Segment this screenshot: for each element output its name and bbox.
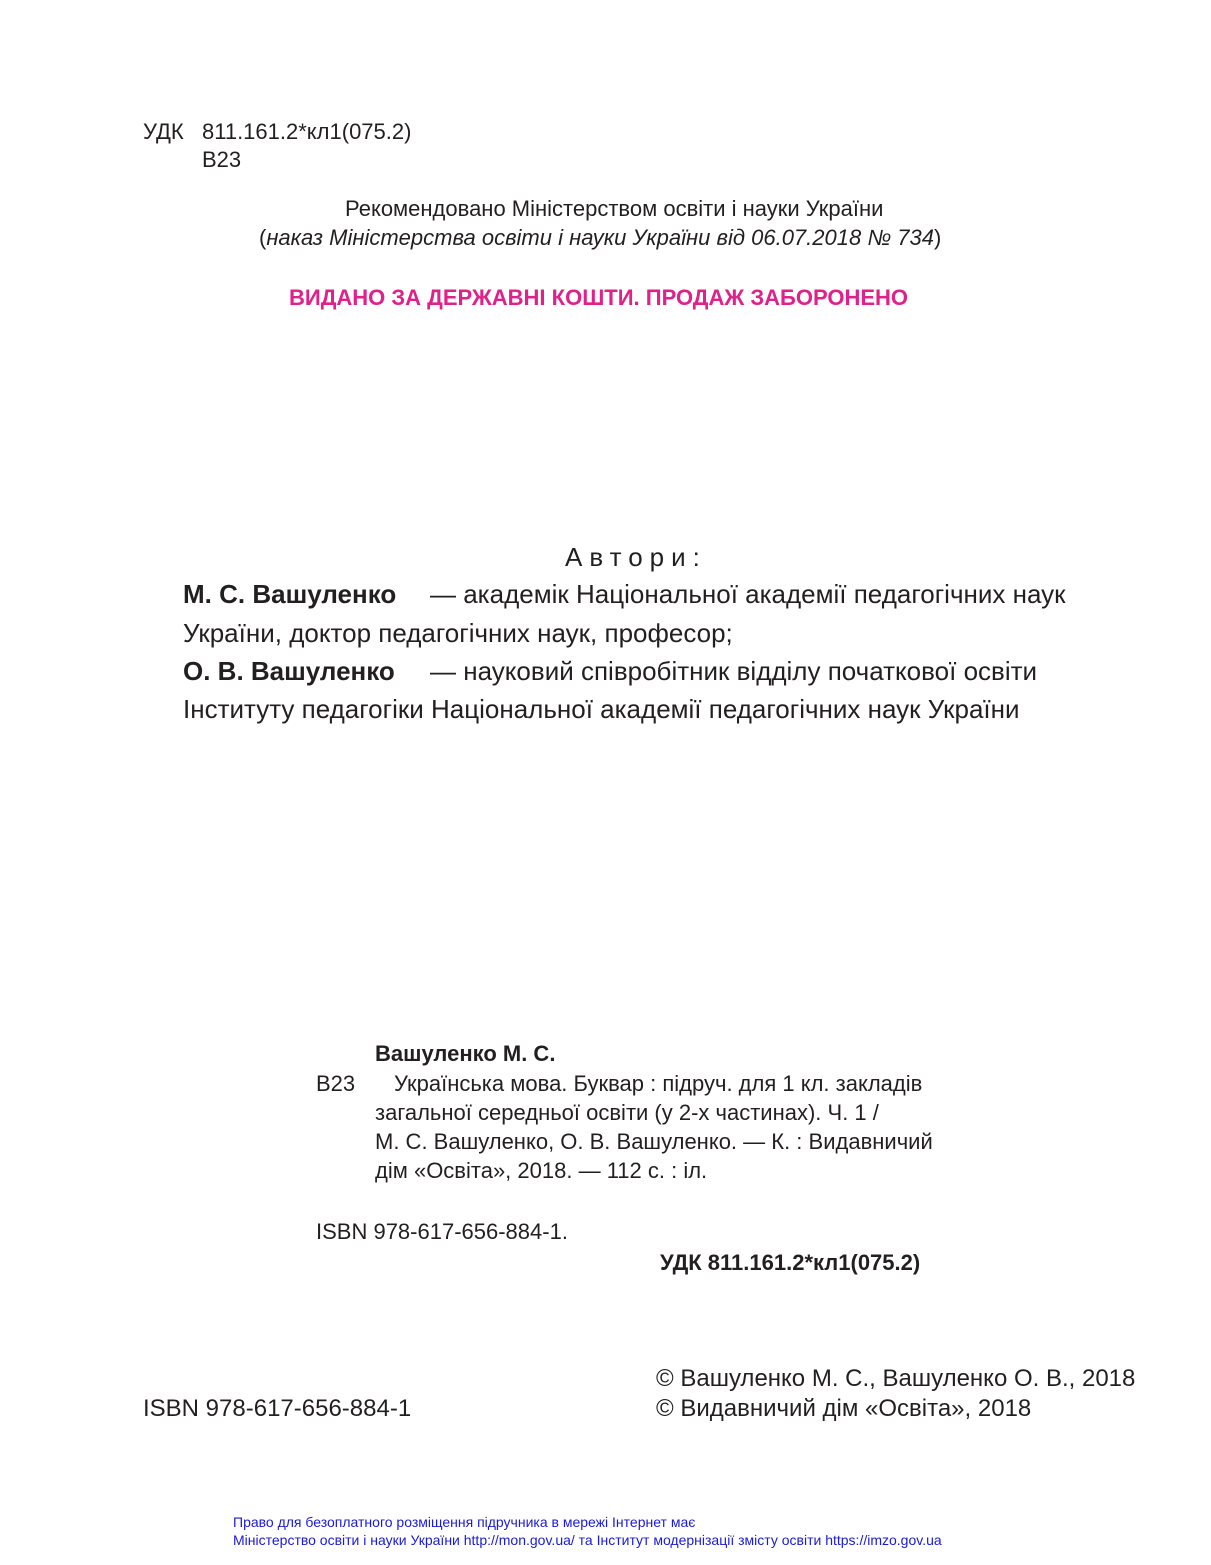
catalog-line: Українська мова. Буквар : підруч. для 1 кл. закладів	[394, 1071, 923, 1096]
free-distribution-notice: ВИДАНО ЗА ДЕРЖАВНІ КОШТИ. ПРОДАЖ ЗАБОРОНЕНО	[289, 285, 909, 310]
catalog-isbn: ISBN 978-617-656-884-1.	[316, 1219, 568, 1244]
udk-label: УДК	[143, 119, 184, 144]
footer-rights-line: Право для безоплатного розміщення підручника в мережі Інтернет має	[233, 1514, 696, 1530]
decree-close-paren: )	[933, 225, 942, 250]
author-description-cont: України, доктор педагогічних наук, професор;	[183, 618, 733, 648]
udk-index: В23	[202, 147, 242, 172]
udk-code: 811.161.2*кл1(075.2)	[202, 119, 412, 144]
recommendation-line: Рекомендовано Міністерством освіти і науки України	[345, 196, 884, 221]
catalog-index: В23	[316, 1071, 356, 1096]
footer-sites-line: Міністерство освіти і науки України http://mon.gov.ua/ та Інститут модернізації змісту освіти https://imzo.gov.ua	[233, 1532, 942, 1548]
author-name: М. С. Вашуленко	[183, 579, 397, 609]
author-description: — науковий співробітник відділу початкової освіти	[430, 656, 1038, 686]
catalog-line: М. С. Вашуленко, О. В. Вашуленко. — К. : Видавничий	[375, 1129, 933, 1154]
decree-line	[259, 224, 941, 252]
copyright-publisher: © Видавничий дім «Освіта», 2018	[656, 1395, 1032, 1422]
author-description-cont: Інституту педагогіки Національної академії педагогічних наук України	[183, 694, 1020, 724]
author-name: О. В. Вашуленко	[183, 656, 395, 686]
isbn: ISBN 978-617-656-884-1	[143, 1395, 412, 1422]
authors-heading: Автори:	[565, 542, 707, 572]
decree-text: наказ Міністерства освіти і науки України від 06.07.2018 № 734	[266, 225, 934, 250]
catalog-author: Вашуленко М. С.	[375, 1041, 556, 1066]
author-description: — академік Національної академії педагогічних наук	[430, 579, 1066, 609]
copyright-authors: © Вашуленко М. С., Вашуленко О. В., 2018	[656, 1365, 1136, 1392]
catalog-line: загальної середньої освіти (у 2-х частинах). Ч. 1 /	[375, 1100, 879, 1125]
catalog-udk: УДК 811.161.2*кл1(075.2)	[660, 1250, 921, 1275]
catalog-line: дім «Освіта», 2018. — 112 с. : іл.	[375, 1158, 708, 1183]
decree-open-paren: (	[259, 225, 267, 250]
